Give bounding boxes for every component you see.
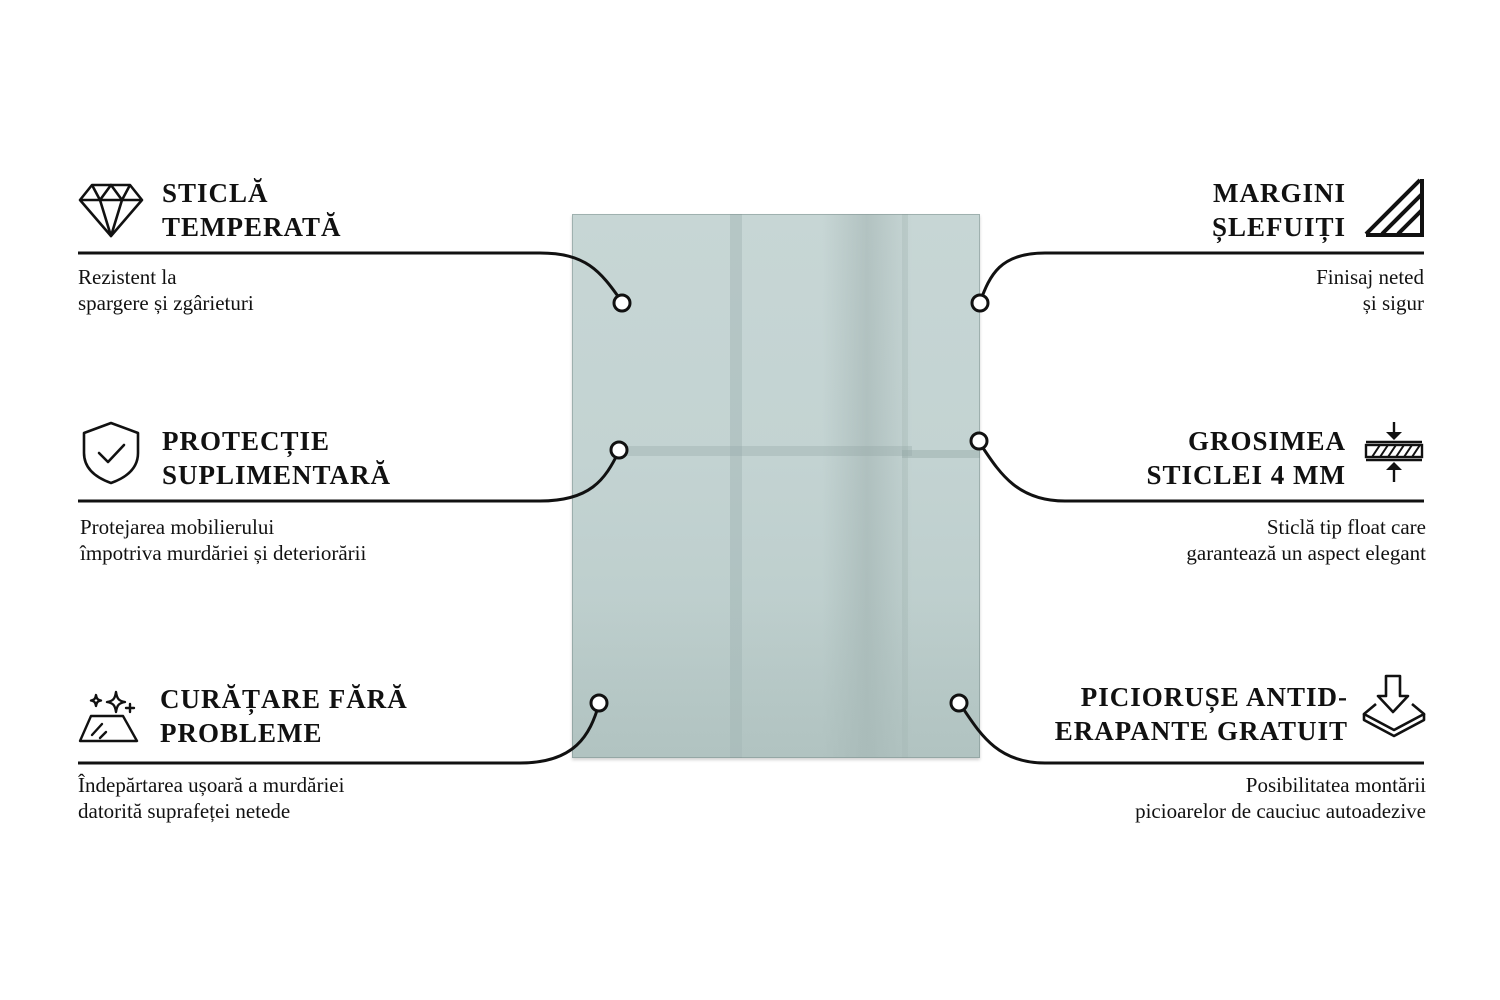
glass-edge [572, 214, 980, 758]
feature-description-line: datorită suprafeței netede [78, 799, 291, 823]
feature-description [80, 514, 366, 566]
diamond-icon [78, 182, 144, 243]
feature-anti-slip-feet [1000, 680, 1426, 830]
feature-title [1212, 176, 1346, 244]
feature-description [1186, 514, 1426, 566]
feature-description-line: împotriva murdăriei și deteriorării [80, 541, 367, 565]
feature-title [162, 424, 391, 492]
feature-description-line: și sigur [1362, 291, 1424, 315]
feature-title-line: STICLĂ [162, 178, 269, 208]
feature-title-line: STICLEI 4 MM [1146, 460, 1346, 490]
feature-description-line: Sticlă tip float care [1266, 515, 1426, 539]
feature-description [78, 772, 344, 824]
feature-title-line: PROTECȚIE [162, 426, 331, 456]
feature-description-line: picioarelor de cauciuc autoadezive [1135, 799, 1426, 823]
feature-title-line: PROBLEME [160, 718, 323, 748]
feature-title-line: MARGINI [1213, 178, 1346, 208]
feature-title-line: GROSIMEA [1187, 426, 1346, 456]
glass-panel-image [572, 214, 980, 758]
feature-extra-protection [78, 424, 538, 574]
feature-title-line: TEMPERATĂ [162, 212, 342, 242]
feature-description-line: spargere și zgârieturi [78, 291, 254, 315]
feature-title-line: ȘLEFUIȚI [1211, 212, 1346, 242]
arrow-down-layer-icon [1362, 674, 1426, 747]
feature-description-line: Protejarea mobilierului [80, 515, 275, 539]
feature-title-line: SUPLIMENTARĂ [162, 460, 392, 490]
diagonal-lines-icon [1364, 176, 1424, 243]
feature-title [160, 682, 408, 750]
feature-description [78, 264, 254, 316]
shield-check-icon [80, 420, 142, 491]
feature-easy-cleaning [78, 682, 538, 832]
feature-polished-edges [1000, 176, 1424, 326]
feature-tempered-glass [78, 176, 538, 326]
thickness-arrows-icon [1364, 420, 1424, 489]
feature-title [162, 176, 342, 244]
feature-title [1055, 680, 1348, 748]
feature-description [1135, 772, 1426, 824]
feature-title-line: ERAPANTE GRATUIT [1054, 716, 1348, 746]
sparkle-surface-icon [78, 688, 140, 749]
feature-description [1316, 264, 1424, 316]
feature-glass-thickness [1000, 424, 1426, 574]
feature-title [1146, 424, 1346, 492]
feature-description-line: Rezistent la [78, 265, 177, 289]
feature-description-line: Finisaj neted [1316, 265, 1424, 289]
feature-description-line: Posibilitatea montării [1245, 773, 1426, 797]
feature-description-line: Îndepărtarea ușoară a murdăriei [78, 773, 345, 797]
feature-description-line: garantează un aspect elegant [1186, 541, 1426, 565]
feature-title-line: CURĂȚARE FĂRĂ [160, 684, 408, 714]
feature-title-line: PICIORUȘE ANTID- [1080, 682, 1348, 712]
